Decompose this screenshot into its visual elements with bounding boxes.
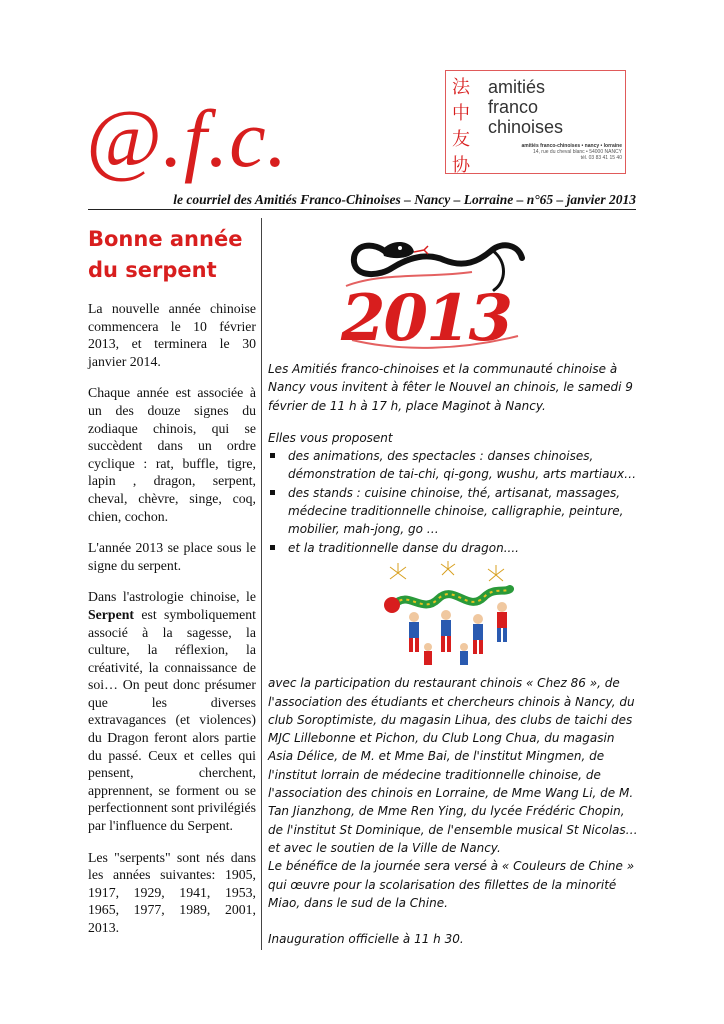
dragon-dance-illustration bbox=[378, 559, 518, 669]
event-inauguration: Inauguration officielle à 11 h 30. bbox=[268, 932, 464, 947]
logo-name-line: amitiés bbox=[488, 77, 546, 97]
dancer-icon bbox=[473, 614, 483, 654]
article-paragraph: Les "serpents" sont nés dans les années suivantes: 1905, 1917, 1929, 1941, 1953, 1965, 1977, 1989, 2001, 2013. bbox=[88, 849, 256, 935]
masthead-title: @.f.c. bbox=[86, 93, 289, 184]
list-item-text: des stands : cuisine chinoise, thé, artisanat, massages, médecine traditionnelle chinoise, calligraphie, peinture, mobilier, mah-jong, go … bbox=[288, 485, 624, 537]
snake-tongue-icon bbox=[414, 246, 428, 254]
list-item-text: des animations, des spectacles : danses chinoises, démonstration de tai-chi, qi-gong, wushu, arts martiaux… bbox=[288, 449, 637, 482]
snake-eye-icon bbox=[398, 246, 402, 250]
firework-icon bbox=[390, 561, 504, 581]
list-item-text: et la traditionnelle danse du dragon.... bbox=[288, 540, 519, 555]
logo-chinese-characters bbox=[450, 75, 472, 179]
article-paragraph: L'année 2013 se place sous le signe du serpent. bbox=[88, 540, 256, 573]
logo-name bbox=[488, 77, 563, 137]
logo-name-line: franco bbox=[488, 97, 539, 117]
dancer-icon bbox=[497, 602, 507, 642]
dancer-icon bbox=[460, 643, 468, 665]
article-paragraph bbox=[88, 588, 256, 834]
newsletter-tagline: le courriel des Amitiés Franco-Chinoises – Nancy – Lorraine – n°65 – janvier 2013 bbox=[173, 192, 636, 207]
article-paragraph: La nouvelle année chinoise commencera le 10 février 2013, et terminera le 30 janvier 2014. bbox=[88, 301, 256, 369]
article-title-line: Bonne année bbox=[88, 227, 243, 251]
logo-char: 协 bbox=[452, 155, 470, 176]
serpent-emphasis: Serpent bbox=[88, 606, 134, 622]
snake-body-icon bbox=[354, 245, 522, 274]
column-divider bbox=[261, 218, 262, 950]
header-rule bbox=[88, 209, 636, 210]
logo-address-line: amitiés franco-chinoises • nancy • lorraine bbox=[521, 143, 622, 149]
logo-char: 中 bbox=[452, 103, 470, 124]
square-bullet-icon bbox=[270, 490, 275, 495]
list-item bbox=[268, 539, 640, 557]
serpent-2013-illustration bbox=[322, 232, 530, 356]
snake-head-icon bbox=[382, 242, 414, 258]
event-announcement bbox=[268, 360, 640, 948]
list-item bbox=[268, 447, 640, 484]
event-activities-list bbox=[268, 447, 640, 557]
paragraph-text: est symboliquement associé à la sagesse, la culture, la réflexion, la créativité, la connaissance de soi… On peut donc présumer que les diverses extravagances (et violences) du Dragon feront alors partie du passé. Ceux et celles qui pensent, cherchent, apprennent, se forment ou se perfectionnent sont privilégiés par l'influence du Serpent. bbox=[88, 606, 256, 834]
article-title-line: du serpent bbox=[88, 258, 217, 282]
square-bullet-icon bbox=[270, 545, 275, 550]
article-title bbox=[88, 224, 258, 286]
logo-name-line: chinoises bbox=[488, 117, 564, 137]
event-intro: Les Amitiés franco-chinoises et la communauté chinoise à Nancy vous invitent à fêter le Nouvel an chinois, le samedi 9 février de 11 h à 17 h, place Maginot à Nancy. bbox=[268, 362, 633, 413]
dancer-icon bbox=[441, 610, 451, 652]
square-bullet-icon bbox=[270, 453, 275, 458]
article-body bbox=[88, 300, 256, 951]
event-propose-heading: Elles vous proposent bbox=[268, 430, 393, 445]
logo-char: 法 bbox=[452, 77, 470, 98]
event-participation: avec la participation du restaurant chinois « Chez 86 », de l'association des étudiants et chercheurs chinois à Nancy, du club Soroptimiste, du magasin Lihua, des clubs de taichi des MJC Lillebonne et Pichon, du Club Long Chua, du magasin Asia Délice, de M. et Mme Bai, de l'institut Mingmen, de l'institut lorrain de médecine traditionnelle chinoise, de l'association des chinois en Lorraine, de Mme Wang Li, de M. Tan Jianzhong, de Mme Ren Ying, du lycée Frédéric Chopin, de l'institut St Dominique, de l'ensemble musical St Nicolas… et avec le soutien de la Ville de Nancy. bbox=[268, 676, 638, 855]
event-benefit: Le bénéfice de la journée sera versé à « Couleurs de Chine » qui œuvre pour la scolarisation des fillettes de la minorité Miao, dans le sud de la Chine. bbox=[268, 859, 635, 910]
logo-char: 友 bbox=[452, 129, 470, 150]
list-item bbox=[268, 484, 640, 539]
dancer-icon bbox=[409, 612, 419, 652]
year-2013-art: 2013 bbox=[340, 281, 512, 356]
logo-address bbox=[510, 143, 622, 161]
logo-address-line: tél. 03 83 41 15 40 bbox=[580, 155, 622, 161]
dragon-head-icon bbox=[384, 597, 400, 613]
article-paragraph: Chaque année est associée à un des douze signes du zodiaque chinois, qui se succèdent dans un ordre cyclique : rat, buffle, tigre, lapin , dragon, serpent, cheval, chèvre, singe, coq, chien, cochon. bbox=[88, 385, 256, 524]
afc-logo bbox=[445, 70, 626, 174]
dancer-icon bbox=[424, 643, 432, 665]
logo-address-line: 14, rue du cheval blanc • 54000 NANCY bbox=[532, 149, 622, 155]
paragraph-text: Dans l'astrologie chinoise, le bbox=[88, 589, 256, 605]
